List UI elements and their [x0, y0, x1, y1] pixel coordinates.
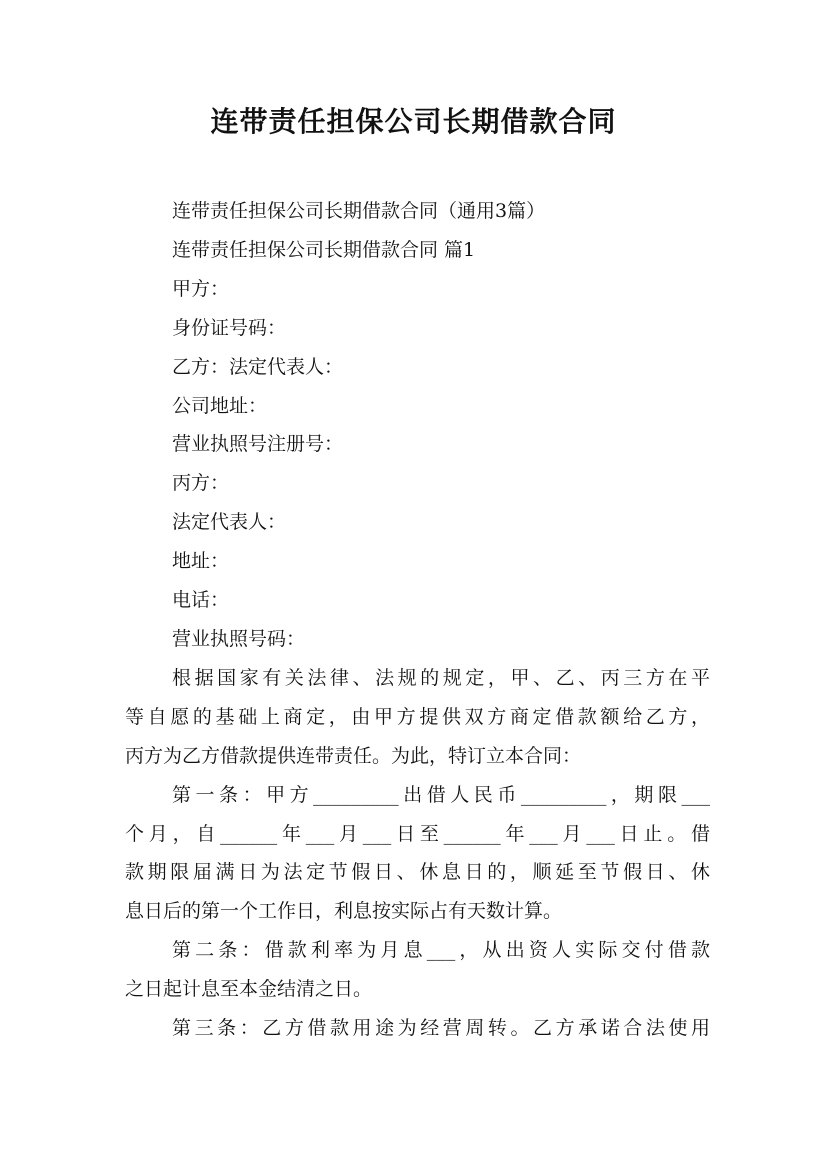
business-license-number-field: 营业执照号码：	[172, 627, 306, 650]
party-b-field: 乙方：法定代表人：	[172, 355, 344, 378]
legal-representative-field: 法定代表人：	[172, 511, 287, 534]
preamble-line-3: 丙方为乙方借款提供连带责任。为此，特订立本合同：	[125, 744, 582, 767]
article-2-line-1: 第二条：借款利率为月息___，从出资人实际交付借款	[172, 939, 710, 962]
document-body	[125, 192, 710, 1048]
article-1-line-4: 息日后的第一个工作日，利息按实际占有天数计算。	[125, 900, 563, 923]
party-c-field: 丙方：	[172, 472, 230, 495]
preamble-line-2: 等自愿的基础上商定，由甲方提供双方商定借款额给乙方，	[125, 705, 710, 728]
preamble-line-1: 根据国家有关法律、法规的规定，甲、乙、丙三方在平	[172, 666, 710, 689]
phone-field: 电话：	[172, 589, 230, 612]
subtitle-line: 连带责任担保公司长期借款合同（通用3篇）	[172, 200, 546, 222]
article-1-line-1: 第一条：甲方_________出借人民币_________，期限___	[172, 783, 710, 806]
article-2-line-2: 之日起计息至本金结清之日。	[125, 978, 373, 1001]
party-a-field: 甲方：	[172, 277, 230, 300]
business-license-registration-field: 营业执照号注册号：	[172, 433, 344, 456]
section-heading: 连带责任担保公司长期借款合同 篇1	[172, 238, 476, 261]
id-number-field: 身份证号码：	[172, 316, 287, 339]
article-3-line-1: 第三条：乙方借款用途为经营周转。乙方承诺合法使用	[172, 1017, 710, 1040]
article-1-line-2: 个月，自______年___月___日至______年___月___日止。借	[125, 822, 710, 845]
address-field: 地址：	[172, 550, 230, 573]
article-1-line-3: 款期限届满日为法定节假日、休息日的，顺延至节假日、休	[125, 861, 710, 884]
document-title: 连带责任担保公司长期借款合同	[210, 105, 617, 138]
company-address-field: 公司地址：	[172, 394, 268, 417]
